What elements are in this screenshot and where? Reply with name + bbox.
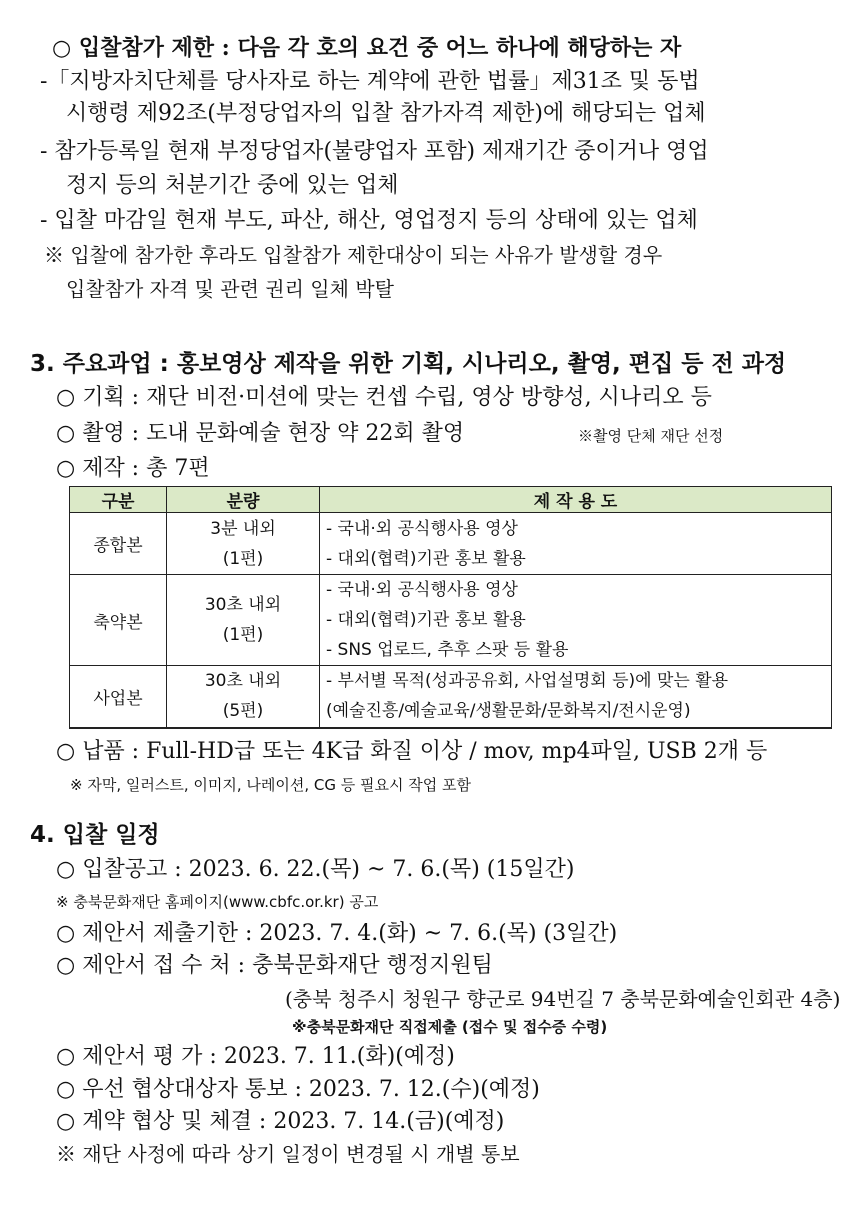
production-line: ○ 제작 : 총 7편 [56, 456, 210, 481]
row-amount-count: (1편) [222, 625, 264, 645]
row-type: 사업본 [70, 666, 167, 728]
table-header-amount: 분량 [167, 487, 320, 513]
section-3-title: 3. 주요과업 : 홍보영상 제작을 위한 기획, 시나리오, 촬영, 편집 등 전 과정 [30, 351, 787, 377]
delivery-note: ※ 자막, 일러스트, 이미지, 나레이션, CG 등 필요시 작업 포함 [70, 776, 471, 794]
restriction-note-line-1: ※ 입찰에 참가한 후라도 입찰참가 제한대상이 되는 사유가 발생할 경우 [44, 243, 663, 267]
table-header-use: 제 작 용 도 [320, 487, 832, 513]
row-use-item: (예술진흥/예술교육/생활문화/문화복지/전시운영) [326, 701, 691, 722]
evaluation-line: ○ 제안서 평 가 : 2023. 7. 11.(화)(예정) [56, 1044, 455, 1069]
shoot-line: ○ 촬영 : 도내 문화예술 현장 약 22회 촬영 [56, 421, 465, 446]
restriction-item-2-line-2: 정지 등의 처분기간 중에 있는 업체 [66, 173, 399, 198]
row-uses [320, 575, 832, 666]
row-use-item: - SNS 업로드, 추후 스팟 등 활용 [326, 640, 569, 660]
table-header-row [70, 487, 832, 513]
row-use-item: - 국내·외 공식행사용 영상 [326, 580, 518, 600]
shoot-note: ※촬영 단체 재단 선정 [578, 427, 724, 445]
change-note: ※ 재단 사정에 따라 상기 일정이 변경될 시 개별 통보 [56, 1142, 520, 1166]
contract-line: ○ 계약 협상 및 체결 : 2023. 7. 14.(금)(예정) [56, 1109, 505, 1134]
row-amount [167, 575, 320, 666]
deadline-line: ○ 제안서 제출기한 : 2023. 7. 4.(화) ~ 7. 6.(목) (3일간) [56, 921, 618, 946]
restriction-item-1-line-2: 시행령 제92조(부정당업자의 입찰 참가자격 제한)에 해당되는 업체 [66, 101, 706, 126]
restriction-item-2-line-1: - 참가등록일 현재 부정당업자(불량업자 포함) 제재기간 중이거나 영업 [40, 139, 709, 164]
row-amount [167, 513, 320, 575]
plan-line: ○ 기획 : 재단 비전·미션에 맞는 컨셉 수립, 영상 방향성, 시나리오 등 [56, 385, 712, 410]
table-header-type: 구분 [70, 487, 167, 513]
row-amount-count: (1편) [222, 548, 264, 569]
row-amount-duration: 3분 내외 [210, 518, 276, 539]
row-amount-duration: 30초 내외 [204, 671, 282, 692]
section-4-title: 4. 입찰 일정 [30, 822, 160, 848]
restriction-note-line-2: 입찰참가 자격 및 관련 권리 일체 박탈 [66, 277, 394, 301]
row-use-item: - 국내·외 공식행사용 영상 [326, 518, 518, 539]
table-row [70, 513, 832, 575]
row-type: 축약본 [70, 575, 167, 666]
restriction-heading: ○ 입찰참가 제한 : 다음 각 호의 요건 중 어느 하나에 해당하는 자 [52, 35, 682, 61]
announce-line: ○ 입찰공고 : 2023. 6. 22.(목) ~ 7. 6.(목) (15일간) [56, 857, 575, 882]
table-row [70, 575, 832, 666]
address-line: (충북 청주시 청원구 향군로 94번길 7 충북문화예술인회관 4층) [285, 987, 841, 1011]
row-amount [167, 666, 320, 728]
row-amount-count: (5편) [222, 701, 264, 722]
row-use-item: - 대외(협력)기관 홍보 활용 [326, 548, 526, 569]
submit-note: ※충북문화재단 직접제출 (접수 및 접수증 수령) [292, 1018, 608, 1036]
row-type: 종합본 [70, 513, 167, 575]
delivery-line: ○ 납품 : Full-HD급 또는 4K급 화질 이상 / mov, mp4파일, USB 2개 등 [56, 739, 768, 764]
row-uses [320, 666, 832, 728]
restriction-item-3: - 입찰 마감일 현재 부도, 파산, 해산, 영업정지 등의 상태에 있는 업체 [40, 208, 698, 233]
row-use-item: - 대외(협력)기관 홍보 활용 [326, 610, 526, 630]
table-row [70, 666, 832, 728]
row-uses [320, 513, 832, 575]
restriction-item-1-line-1: -「지방자치단체를 당사자로 하는 계약에 관한 법률」제31조 및 동법 [40, 69, 700, 94]
row-use-item: - 부서별 목적(성과공유회, 사업설명회 등)에 맞는 활용 [326, 671, 729, 692]
row-amount-duration: 30초 내외 [204, 595, 282, 615]
announce-note: ※ 충북문화재단 홈페이지(www.cbfc.or.kr) 공고 [56, 893, 379, 911]
receiver-line: ○ 제안서 접 수 처 : 충북문화재단 행정지원팀 [56, 953, 493, 978]
production-table [69, 486, 832, 729]
notify-line: ○ 우선 협상대상자 통보 : 2023. 7. 12.(수)(예정) [56, 1077, 540, 1102]
